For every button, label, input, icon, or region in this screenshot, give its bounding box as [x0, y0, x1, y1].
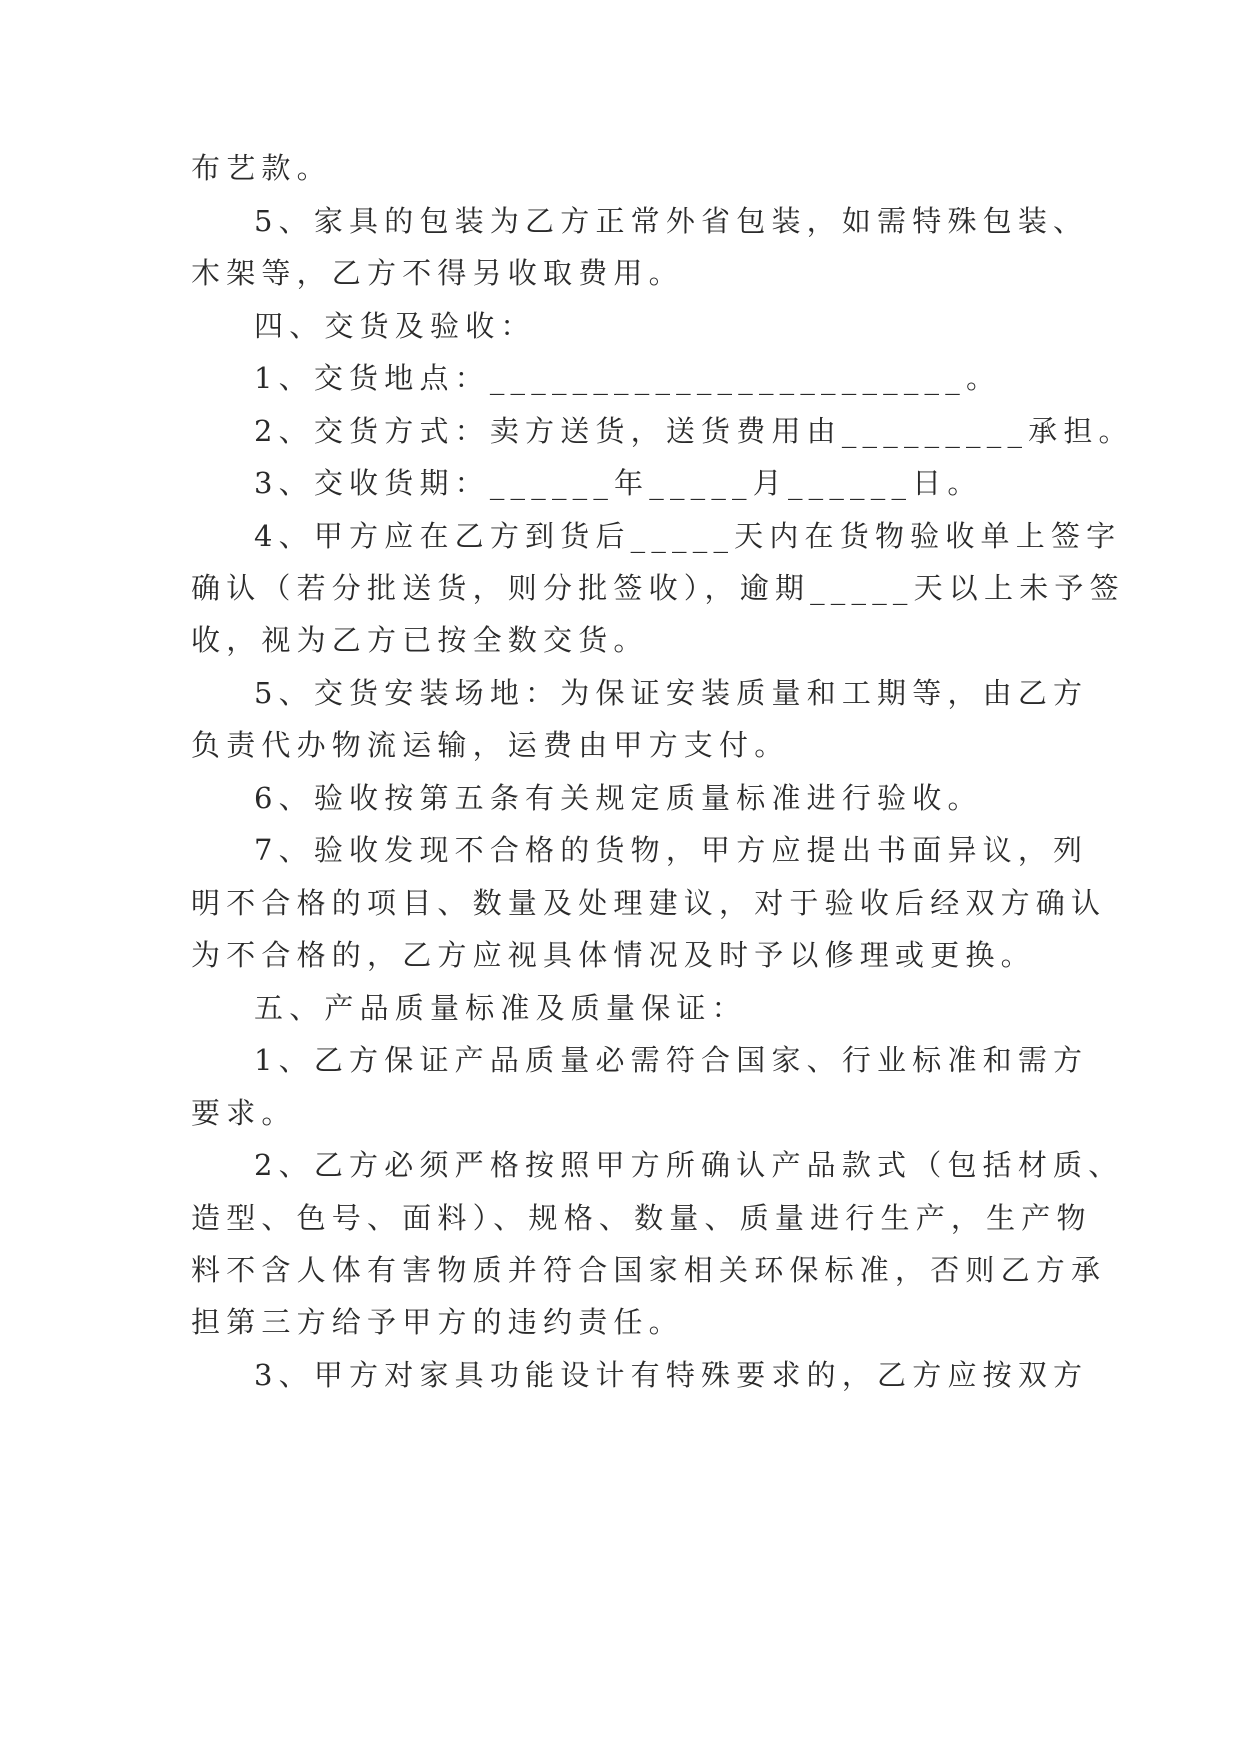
section-heading: 五、产品质量标准及质量保证：: [254, 991, 747, 1025]
paragraph-line: 3、甲方对家具功能设计有特殊要求的，乙方应按双方: [254, 1358, 1089, 1392]
paragraph-line: 7、验收发现不合格的货物，甲方应提出书面异议，列: [254, 833, 1089, 867]
paragraph-line: 确认（若分批送货，则分批签收），逾期_____天以上未予签: [191, 571, 1125, 605]
paragraph-line: 5、交货安装场地：为保证安装质量和工期等，由乙方: [254, 676, 1089, 710]
paragraph-line: 5、家具的包装为乙方正常外省包装，如需特殊包装、: [254, 204, 1089, 238]
paragraph-line: 收，视为乙方已按全数交货。: [191, 623, 649, 657]
paragraph-line: 要求。: [191, 1096, 297, 1130]
paragraph-line: 2、交货方式：卖方送货，送货费用由_________承担。: [254, 414, 1134, 448]
paragraph-line: 担第三方给予甲方的违约责任。: [191, 1305, 684, 1339]
section-heading: 四、交货及验收：: [254, 309, 536, 343]
paragraph-line: 1、乙方保证产品质量必需符合国家、行业标准和需方: [254, 1043, 1089, 1077]
paragraph-line: 6、验收按第五条有关规定质量标准进行验收。: [254, 781, 983, 815]
paragraph-line: 2、乙方必须严格按照甲方所确认产品款式（包括材质、: [254, 1148, 1124, 1182]
paragraph-line: 4、甲方应在乙方到货后_____天内在货物验收单上签字: [254, 519, 1122, 553]
paragraph-line: 1、交货地点：_______________________。: [254, 361, 1002, 395]
paragraph-line: 负责代办物流运输，运费由甲方支付。: [191, 728, 790, 762]
paragraph-line: 为不合格的，乙方应视具体情况及时予以修理或更换。: [191, 938, 1036, 972]
paragraph-line: 明不合格的项目、数量及处理建议，对于验收后经双方确认: [191, 886, 1107, 920]
paragraph-line: 木架等，乙方不得另收取费用。: [191, 256, 684, 290]
paragraph-line: 料不含人体有害物质并符合国家相关环保标准，否则乙方承: [191, 1253, 1107, 1287]
paragraph-line: 3、交收货期：______年_____月______日。: [254, 466, 983, 500]
paragraph-line: 布艺款。: [191, 151, 332, 185]
paragraph-line: 造型、色号、面料）、规格、数量、质量进行生产，生产物: [191, 1201, 1092, 1235]
